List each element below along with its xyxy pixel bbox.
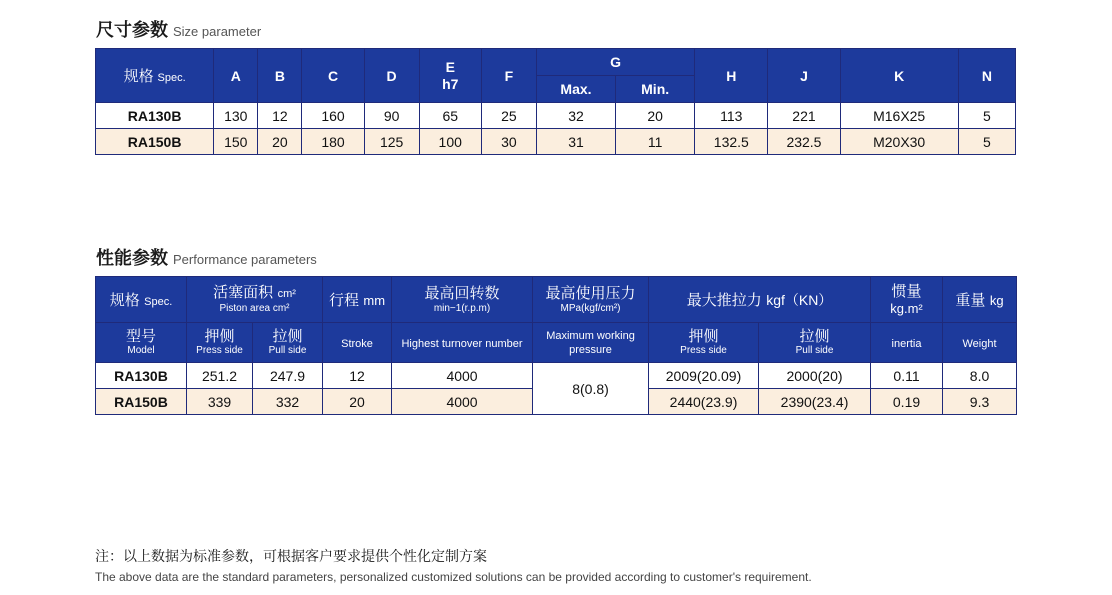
header-piston-unit: cm² — [277, 288, 296, 300]
cell-n: 5 — [958, 129, 1015, 155]
header-k: K — [840, 49, 958, 103]
header-speed-zh: 最高回转数 — [424, 284, 500, 302]
performance-title-en: Performance parameters — [173, 252, 317, 267]
cell-model: RA150B — [96, 389, 187, 415]
table-row — [96, 103, 1016, 129]
header-spec-zh: 规格 — [123, 68, 154, 85]
size-parameter-title-en: Size parameter — [173, 24, 262, 39]
header-spec-zh: 规格 — [109, 292, 140, 309]
cell-f: 30 — [481, 129, 536, 155]
header-speed-en-text: Highest turnover number — [401, 337, 523, 350]
cell-h: 132.5 — [695, 129, 768, 155]
header-spec-en: Spec. — [144, 296, 173, 308]
size-parameter-title — [96, 16, 261, 42]
cell-weight: 9.3 — [943, 389, 1017, 415]
cell-c: 180 — [302, 129, 364, 155]
cell-j: 232.5 — [768, 129, 840, 155]
cell-inertia: 0.19 — [871, 389, 943, 415]
header-max-pressure — [533, 277, 649, 323]
cell-e: 100 — [419, 129, 481, 155]
header-force-press-zh: 押侧 — [688, 328, 719, 345]
cell-stroke: 20 — [323, 389, 392, 415]
header-spec — [96, 49, 214, 103]
performance-table-subheader-row — [96, 323, 1017, 363]
header-stroke-unit: mm — [363, 293, 386, 308]
footnote-zh: 注：以上数据为标准参数，可根据客户要求提供个性化定制方案 — [95, 549, 487, 565]
header-g: G — [536, 49, 694, 76]
header-max-force — [649, 277, 871, 323]
header-stroke-en-text: Stroke — [341, 337, 373, 350]
header-pull-side — [253, 323, 323, 363]
header-press-en: Press side — [196, 345, 243, 356]
cell-model: RA150B — [96, 129, 214, 155]
size-table-header-row — [96, 49, 1016, 76]
header-force-press — [649, 323, 759, 363]
cell-speed: 4000 — [392, 389, 533, 415]
header-speed-en — [392, 323, 533, 363]
header-e — [419, 49, 481, 103]
header-pressure-en2: pressure — [569, 343, 612, 356]
size-parameter-title-zh: 尺寸参数 — [96, 20, 168, 41]
cell-force-pull: 2390(23.4) — [759, 389, 871, 415]
cell-j: 221 — [768, 103, 840, 129]
cell-d: 125 — [364, 129, 419, 155]
header-pull-zh: 拉侧 — [272, 328, 303, 345]
cell-press: 339 — [187, 389, 253, 415]
header-h: H — [695, 49, 768, 103]
cell-g-min: 11 — [616, 129, 695, 155]
header-weight — [943, 277, 1017, 323]
size-parameter-table — [95, 48, 1016, 155]
header-stroke-zh: 行程 — [328, 292, 359, 309]
header-piston-area — [187, 277, 323, 323]
cell-force-pull: 2000(20) — [759, 363, 871, 389]
table-row — [96, 363, 1017, 389]
table-row — [96, 129, 1016, 155]
header-pressure-en1: Maximum working — [546, 329, 635, 342]
header-inertia-zh: 惯量 — [891, 282, 922, 300]
header-pressure-en — [533, 323, 649, 363]
performance-parameters-table — [95, 276, 1017, 415]
header-j: J — [768, 49, 840, 103]
header-inertia — [871, 277, 943, 323]
header-force-pull-zh: 拉侧 — [799, 328, 830, 345]
cell-a: 130 — [214, 103, 258, 129]
header-g-min: Min. — [616, 76, 695, 103]
header-force-press-en: Press side — [680, 345, 727, 356]
header-spec-en: Spec. — [157, 72, 186, 84]
header-c: C — [302, 49, 364, 103]
header-model-en: Model — [127, 345, 155, 356]
header-pressure-unit: MPa(kgf/cm²) — [560, 302, 621, 314]
header-force-zh: 最大推拉力 — [686, 292, 762, 309]
header-max-speed — [392, 277, 533, 323]
cell-g-max: 31 — [536, 129, 615, 155]
header-force-pull-en: Pull side — [795, 345, 834, 356]
cell-press: 251.2 — [187, 363, 253, 389]
header-d: D — [364, 49, 419, 103]
cell-model: RA130B — [96, 103, 214, 129]
header-g-max: Max. — [536, 76, 615, 103]
cell-force-press: 2009(20.09) — [649, 363, 759, 389]
cell-f: 25 — [481, 103, 536, 129]
performance-parameters-title — [96, 244, 317, 270]
header-stroke-en — [323, 323, 392, 363]
cell-g-min: 20 — [616, 103, 695, 129]
header-force-unit: kgf（KN） — [766, 292, 833, 308]
cell-model: RA130B — [96, 363, 187, 389]
footnote-en: The above data are the standard parameters, personalized customized solutions can be provided according to customer's requirement. — [95, 570, 812, 584]
cell-stroke: 12 — [323, 363, 392, 389]
header-press-side — [187, 323, 253, 363]
header-weight-zh: 重量 — [955, 292, 986, 309]
header-pressure-zh: 最高使用压力 — [545, 284, 636, 302]
cell-d: 90 — [364, 103, 419, 129]
header-inertia-en — [871, 323, 943, 363]
header-inertia-unit: kg.m² — [890, 300, 923, 316]
cell-speed: 4000 — [392, 363, 533, 389]
header-inertia-en-text: inertia — [891, 337, 922, 350]
cell-n: 5 — [958, 103, 1015, 129]
header-weight-en — [943, 323, 1017, 363]
performance-table-header-row — [96, 277, 1017, 323]
header-piston-en: Piston area cm² — [219, 303, 290, 314]
header-press-zh: 押侧 — [204, 328, 235, 345]
cell-pull: 247.9 — [253, 363, 323, 389]
cell-b: 12 — [258, 103, 302, 129]
header-n: N — [958, 49, 1015, 103]
cell-c: 160 — [302, 103, 364, 129]
performance-title-zh: 性能参数 — [96, 248, 168, 269]
header-spec — [96, 277, 187, 323]
cell-a: 150 — [214, 129, 258, 155]
header-weight-en-text: Weight — [962, 337, 997, 350]
header-e-line1: E — [445, 58, 455, 75]
header-b: B — [258, 49, 302, 103]
cell-k: M20X30 — [840, 129, 958, 155]
cell-pull: 332 — [253, 389, 323, 415]
footnote — [95, 546, 812, 584]
header-e-line2: h7 — [442, 75, 459, 92]
header-weight-unit: kg — [989, 293, 1004, 308]
header-f: F — [481, 49, 536, 103]
cell-weight: 8.0 — [943, 363, 1017, 389]
cell-e: 65 — [419, 103, 481, 129]
header-piston-zh: 活塞面积 — [213, 284, 274, 301]
header-stroke — [323, 277, 392, 323]
header-pull-en: Pull side — [268, 345, 307, 356]
cell-b: 20 — [258, 129, 302, 155]
cell-force-press: 2440(23.9) — [649, 389, 759, 415]
header-a: A — [214, 49, 258, 103]
cell-h: 113 — [695, 103, 768, 129]
cell-g-max: 32 — [536, 103, 615, 129]
header-force-pull — [759, 323, 871, 363]
cell-inertia: 0.11 — [871, 363, 943, 389]
header-model — [96, 323, 187, 363]
cell-max-pressure: 8(0.8) — [533, 363, 649, 415]
header-speed-unit: min−1(r.p.m) — [433, 302, 491, 314]
header-model-zh: 型号 — [125, 328, 156, 345]
cell-k: M16X25 — [840, 103, 958, 129]
